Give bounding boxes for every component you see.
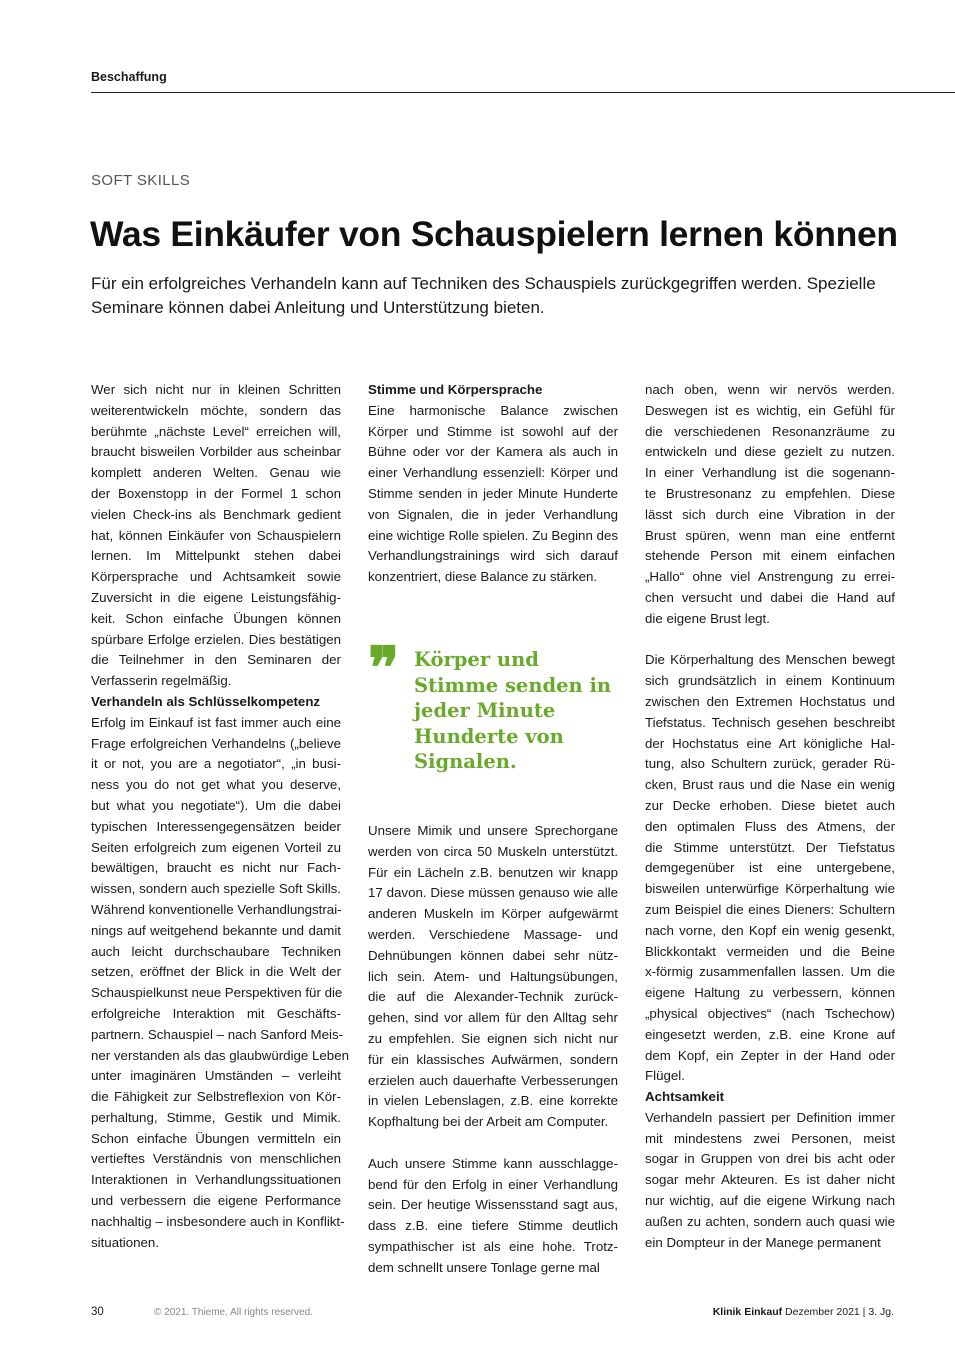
text-line: Kopfhaltung bei der Arbeit am Computer. — [368, 1114, 609, 1130]
text-line: ner verstanden als das glaubwürdige Leben — [91, 1047, 349, 1063]
text-line: it or not, you are a negotiator“, „in busi- — [91, 756, 341, 772]
paragraph — [645, 1108, 895, 1254]
text-line: die Stimme unterstützt. Der Tiefstatus — [645, 839, 895, 855]
text-line: die verschiedenen Resonanzräume zu — [645, 423, 895, 439]
paragraph — [368, 401, 618, 588]
text-line: Erfolg im Einkauf ist fast immer auch eine — [91, 714, 341, 730]
text-line: zwischen den Extremen Hochstatus und — [645, 693, 895, 709]
article-kicker: SOFT SKILLS — [91, 172, 191, 189]
text-line: in vielen Lebenslagen, z.B. eine korrekte — [368, 1093, 618, 1109]
text-line: auch leicht durchschaubare Techniken — [91, 943, 341, 959]
text-line: dass z.B. eine tiefere Stimme deutlich — [368, 1218, 618, 1234]
article-lead: Für ein erfolgreiches Verhandeln kann auf Techniken des Schauspiels zurückgegriffen werden. Spezielle Seminare können dabei Anleitung und Unterstützung bieten. — [91, 274, 876, 317]
text-line: Wer sich nicht nur in kleinen Schritten — [91, 382, 341, 397]
paragraph — [368, 1154, 618, 1279]
text-line: Flügel. — [645, 1068, 685, 1084]
text-line: ein Dompteur in der Manege permanent — [645, 1234, 881, 1250]
text-line: eigene Haltung zu verbessern, können — [645, 985, 895, 1001]
text-line: bisweilen unterwürfige Körperhaltung wie — [645, 881, 895, 897]
text-line: berühmte „nächste Level“ erreichen will, — [91, 423, 341, 439]
text-line: sein. Der heutige Wissensstand sagt aus, — [368, 1197, 618, 1213]
text-line: „physical objectives“ (nach Tschechow) — [645, 1005, 895, 1021]
pull-quote-text: Körper und Stimme senden in jeder Minute Hunderte von Signalen. — [414, 648, 612, 773]
text-line: Brust spüren, wenn man eine entfernt — [645, 527, 895, 543]
text-line: tung, also Schultern zurück, gerader Rü- — [645, 756, 895, 772]
text-line: lernen. Im Mittelpunkt stehen dabei — [91, 548, 341, 564]
text-line: erzielen auch dauerhafte Verbesserungen — [368, 1072, 618, 1088]
text-line: eine wichtige Rolle spielen. Zu Beginn des — [368, 527, 618, 543]
paragraph — [91, 380, 341, 692]
text-line: Seiten erfolgreich zum eigenen Vorteil zu — [91, 839, 341, 855]
text-line: Frage erfolgreichen Verhandelns („believe — [91, 735, 341, 751]
text-line: In einer Verhandlung ist die sogenann- — [645, 465, 895, 481]
paragraph — [368, 821, 618, 1133]
text-line: und verbessern die eigene Performance — [91, 1193, 341, 1209]
text-line: Verfasserin regelmäßig. — [91, 673, 232, 689]
text-line: zum Beispiel die eines Dieners: Schultern — [645, 901, 895, 917]
text-line: wissen, sondern auch spezielle Soft Skills. — [91, 881, 341, 897]
text-line: einer Verhandlung essenziell: Körper und — [368, 465, 618, 481]
journal-name: Klinik Einkauf — [712, 1306, 783, 1318]
text-line: perhaltung, Stimme, Gestik und Mimik. — [91, 1109, 341, 1125]
text-line: cken, Brust raus und die Nase ein wenig — [645, 777, 895, 793]
text-line: Auch unsere Stimme kann ausschlagge- — [368, 1155, 618, 1171]
text-line: nur wichtig, auf die eigene Wirkung nach — [645, 1193, 895, 1209]
section-heading: Verhandeln als Schlüsselkompetenz — [91, 693, 321, 709]
text-line: x-förmig zusammenfallen lassen. Um die — [645, 964, 895, 980]
text-line: lich sein. Atem- und Haltungsübungen, — [368, 968, 618, 984]
pull-quote — [368, 634, 628, 773]
text-line: Stimme senden in jeder Minute Hunderte — [368, 485, 618, 501]
text-line: Blickkontakt vermeiden und die Beine — [645, 943, 895, 959]
text-line: die eigene Brust legt. — [645, 610, 770, 626]
text-line: bend für den Erfolg in einer Verhandlung — [368, 1176, 618, 1192]
text-line: gehen, sind vor allem für den Alltag sehr — [368, 1010, 618, 1026]
page-number: 30 — [91, 1306, 104, 1318]
text-line: spürbare Erfolge erzielen. Dies bestätigen — [91, 631, 341, 647]
text-line: chen versucht und dabei die Hand auf — [645, 589, 895, 605]
text-line: werden von circa 50 Muskeln unterstützt. — [368, 843, 618, 859]
text-column-3 — [645, 380, 895, 1253]
text-line: unter imaginären Umständen – verleiht — [91, 1068, 341, 1084]
text-line: braucht bisweilen Vorbilder aus scheinbar — [91, 444, 341, 460]
text-line: nings auf weitgehend bekannte und damit — [91, 922, 341, 938]
text-line: entwickeln und diese gezielt zu nutzen. — [645, 444, 895, 460]
text-line: Verhandeln passiert per Definition immer — [645, 1109, 895, 1125]
text-line: lässt sich durch eine Vibration in der — [645, 506, 895, 522]
section-heading: Stimme und Körpersprache — [368, 382, 543, 397]
text-line: die Teilnehmer in den Seminaren der — [91, 652, 341, 668]
text-line: Dehnübungen können dabei sehr nütz- — [368, 947, 618, 963]
text-line: sogar in Gruppen von drei bis acht oder — [645, 1151, 895, 1167]
text-line: vielen Check-ins als Benchmark gedient — [91, 506, 341, 522]
text-line: Zuversicht in die eigene Leistungsfähig- — [91, 589, 341, 605]
paragraph — [645, 650, 895, 1087]
text-line: werden. Verschiedene Massage- und — [368, 926, 618, 942]
text-line: stehende Person mit einem einfachen — [645, 548, 895, 564]
text-line: Tiefstatus. Technisch gesehen beschreibt — [645, 714, 895, 730]
text-line: typischen Interessengegensätzen beider — [91, 818, 341, 834]
text-line: die auf die Alexander-Technik zurück- — [368, 989, 618, 1005]
text-line: bewältigen, braucht es nicht nur Fach- — [91, 860, 341, 876]
paragraph — [91, 713, 349, 1254]
text-line: anderen Muskeln im Körper aufgewärmt — [368, 906, 618, 922]
text-line: zur Decke erhoben. Diese bietet auch — [645, 797, 895, 813]
text-line: außen zu achten, sondern auch quasi wie — [645, 1213, 895, 1229]
text-line: dem schnellt unsere Tonlage gerne mal — [368, 1259, 600, 1275]
text-line: sympathischer ist als eine hohe. Trotz- — [368, 1238, 618, 1254]
copyright-notice: © 2021. Thieme. All rights reserved. — [154, 1307, 313, 1318]
text-line: von Signalen, die in jeder Verhandlung — [368, 506, 618, 522]
text-line: te Brustresonanz zu empfehlen. Diese — [645, 485, 895, 501]
text-line: 17 davon. Diese müssen genauso wie alle — [368, 885, 618, 901]
text-line: nach vorne, den Kopf ein wenig gesenkt, — [645, 922, 895, 938]
text-line: erfolgreiche Interaktion mit Geschäfts- — [91, 1005, 341, 1021]
text-line: nachhaltig – insbesondere auch in Konflikt- — [91, 1213, 345, 1229]
text-line: komplett anderen Welten. Genau wie — [91, 465, 341, 481]
text-line: Für ein Lächeln z.B. benutzen wir knapp — [368, 864, 618, 880]
text-line: vertieftes Verständnis von menschlichen — [91, 1151, 341, 1167]
running-head-section: Beschaffung — [91, 70, 167, 84]
text-column-1 — [91, 380, 349, 1253]
text-line: den optimalen Fluss des Atmens, der — [645, 818, 895, 834]
text-line: Verhandlungstrainings wird sich darauf — [368, 548, 618, 564]
text-line: Schon einfache Übungen vermitteln ein — [91, 1130, 341, 1146]
text-line: but what you negotiate“). Um die dabei — [91, 797, 341, 813]
text-line: weiterentwickeln möchte, sondern das — [91, 402, 341, 418]
text-line: hat, können Einkäufer von Schauspielern — [91, 527, 341, 543]
text-line: Die Körperhaltung des Menschen bewegt — [645, 652, 895, 668]
text-line: für ein klassisches Aufwärmen, sondern — [368, 1051, 618, 1067]
text-line: sich grundsätzlich in einem Kontinuum — [645, 673, 895, 689]
text-line: der Hochstatus eine Art königliche Hal- — [645, 735, 895, 751]
text-column-2 — [368, 380, 618, 1279]
text-line: der Boxenstopp in der Formel 1 schon — [91, 485, 341, 501]
text-line: Schauspielkunst neue Perspektiven für die — [91, 985, 343, 1001]
text-line: „Hallo“ ohne viel Anstrengung zu errei- — [645, 569, 895, 585]
text-line: Deswegen ist es wichtig, ein Gefühl für — [645, 402, 895, 418]
text-line: eingesetzt werden, z.B. eine Krone auf — [645, 1026, 895, 1042]
section-heading: Achtsamkeit — [645, 1089, 725, 1105]
paragraph — [645, 380, 895, 630]
text-line: mit mindestens zwei Personen, meist — [645, 1130, 895, 1146]
text-line: sogar mehr Akteuren. Es ist daher nicht — [645, 1172, 895, 1188]
text-line: Eine harmonische Balance zwischen — [368, 402, 618, 418]
journal-info — [713, 1306, 894, 1318]
text-line: Körper und Stimme ist sowohl auf der — [368, 423, 618, 439]
text-line: Bühne oder vor der Kamera als auch in — [368, 444, 618, 460]
text-line: demgegenüber ist eine untergebene, — [645, 860, 895, 876]
text-line: Während konventionelle Verhandlungstrai- — [91, 901, 342, 917]
text-line: nach oben, wenn wir nervös werden. — [645, 382, 895, 397]
quote-mark-icon: ❞ — [368, 634, 400, 702]
text-line: ness you do not get what you deserve, — [91, 777, 341, 793]
text-line: zu empfehlen. Sie eignen sich nicht nur — [368, 1030, 618, 1046]
text-line: Interaktionen in Verhandlungssituationen — [91, 1172, 341, 1188]
journal-issue: Dezember 2021 | 3. Jg. — [785, 1306, 894, 1318]
text-line: situationen. — [91, 1234, 160, 1250]
text-line: dem Kopf, ein Zepter in der Hand oder — [645, 1047, 895, 1063]
text-line: partnern. Schauspiel – nach Sanford Meis- — [91, 1026, 344, 1042]
text-line: die Fähigkeit zur Selbstreflexion von Kör- — [91, 1089, 341, 1105]
text-line: konzentriert, diese Balance zu stärken. — [368, 569, 598, 585]
text-line: Unsere Mimik und unsere Sprechorgane — [368, 822, 618, 838]
header-rule — [91, 92, 955, 93]
text-line: Körpersprache und Achtsamkeit sowie — [91, 569, 341, 585]
article-title: Was Einkäufer von Schauspielern lernen können — [90, 214, 898, 254]
text-line: keit. Schon einfache Übungen können — [91, 610, 341, 626]
text-line: setzen, eröffnet der Blick in die Welt der — [91, 964, 341, 980]
